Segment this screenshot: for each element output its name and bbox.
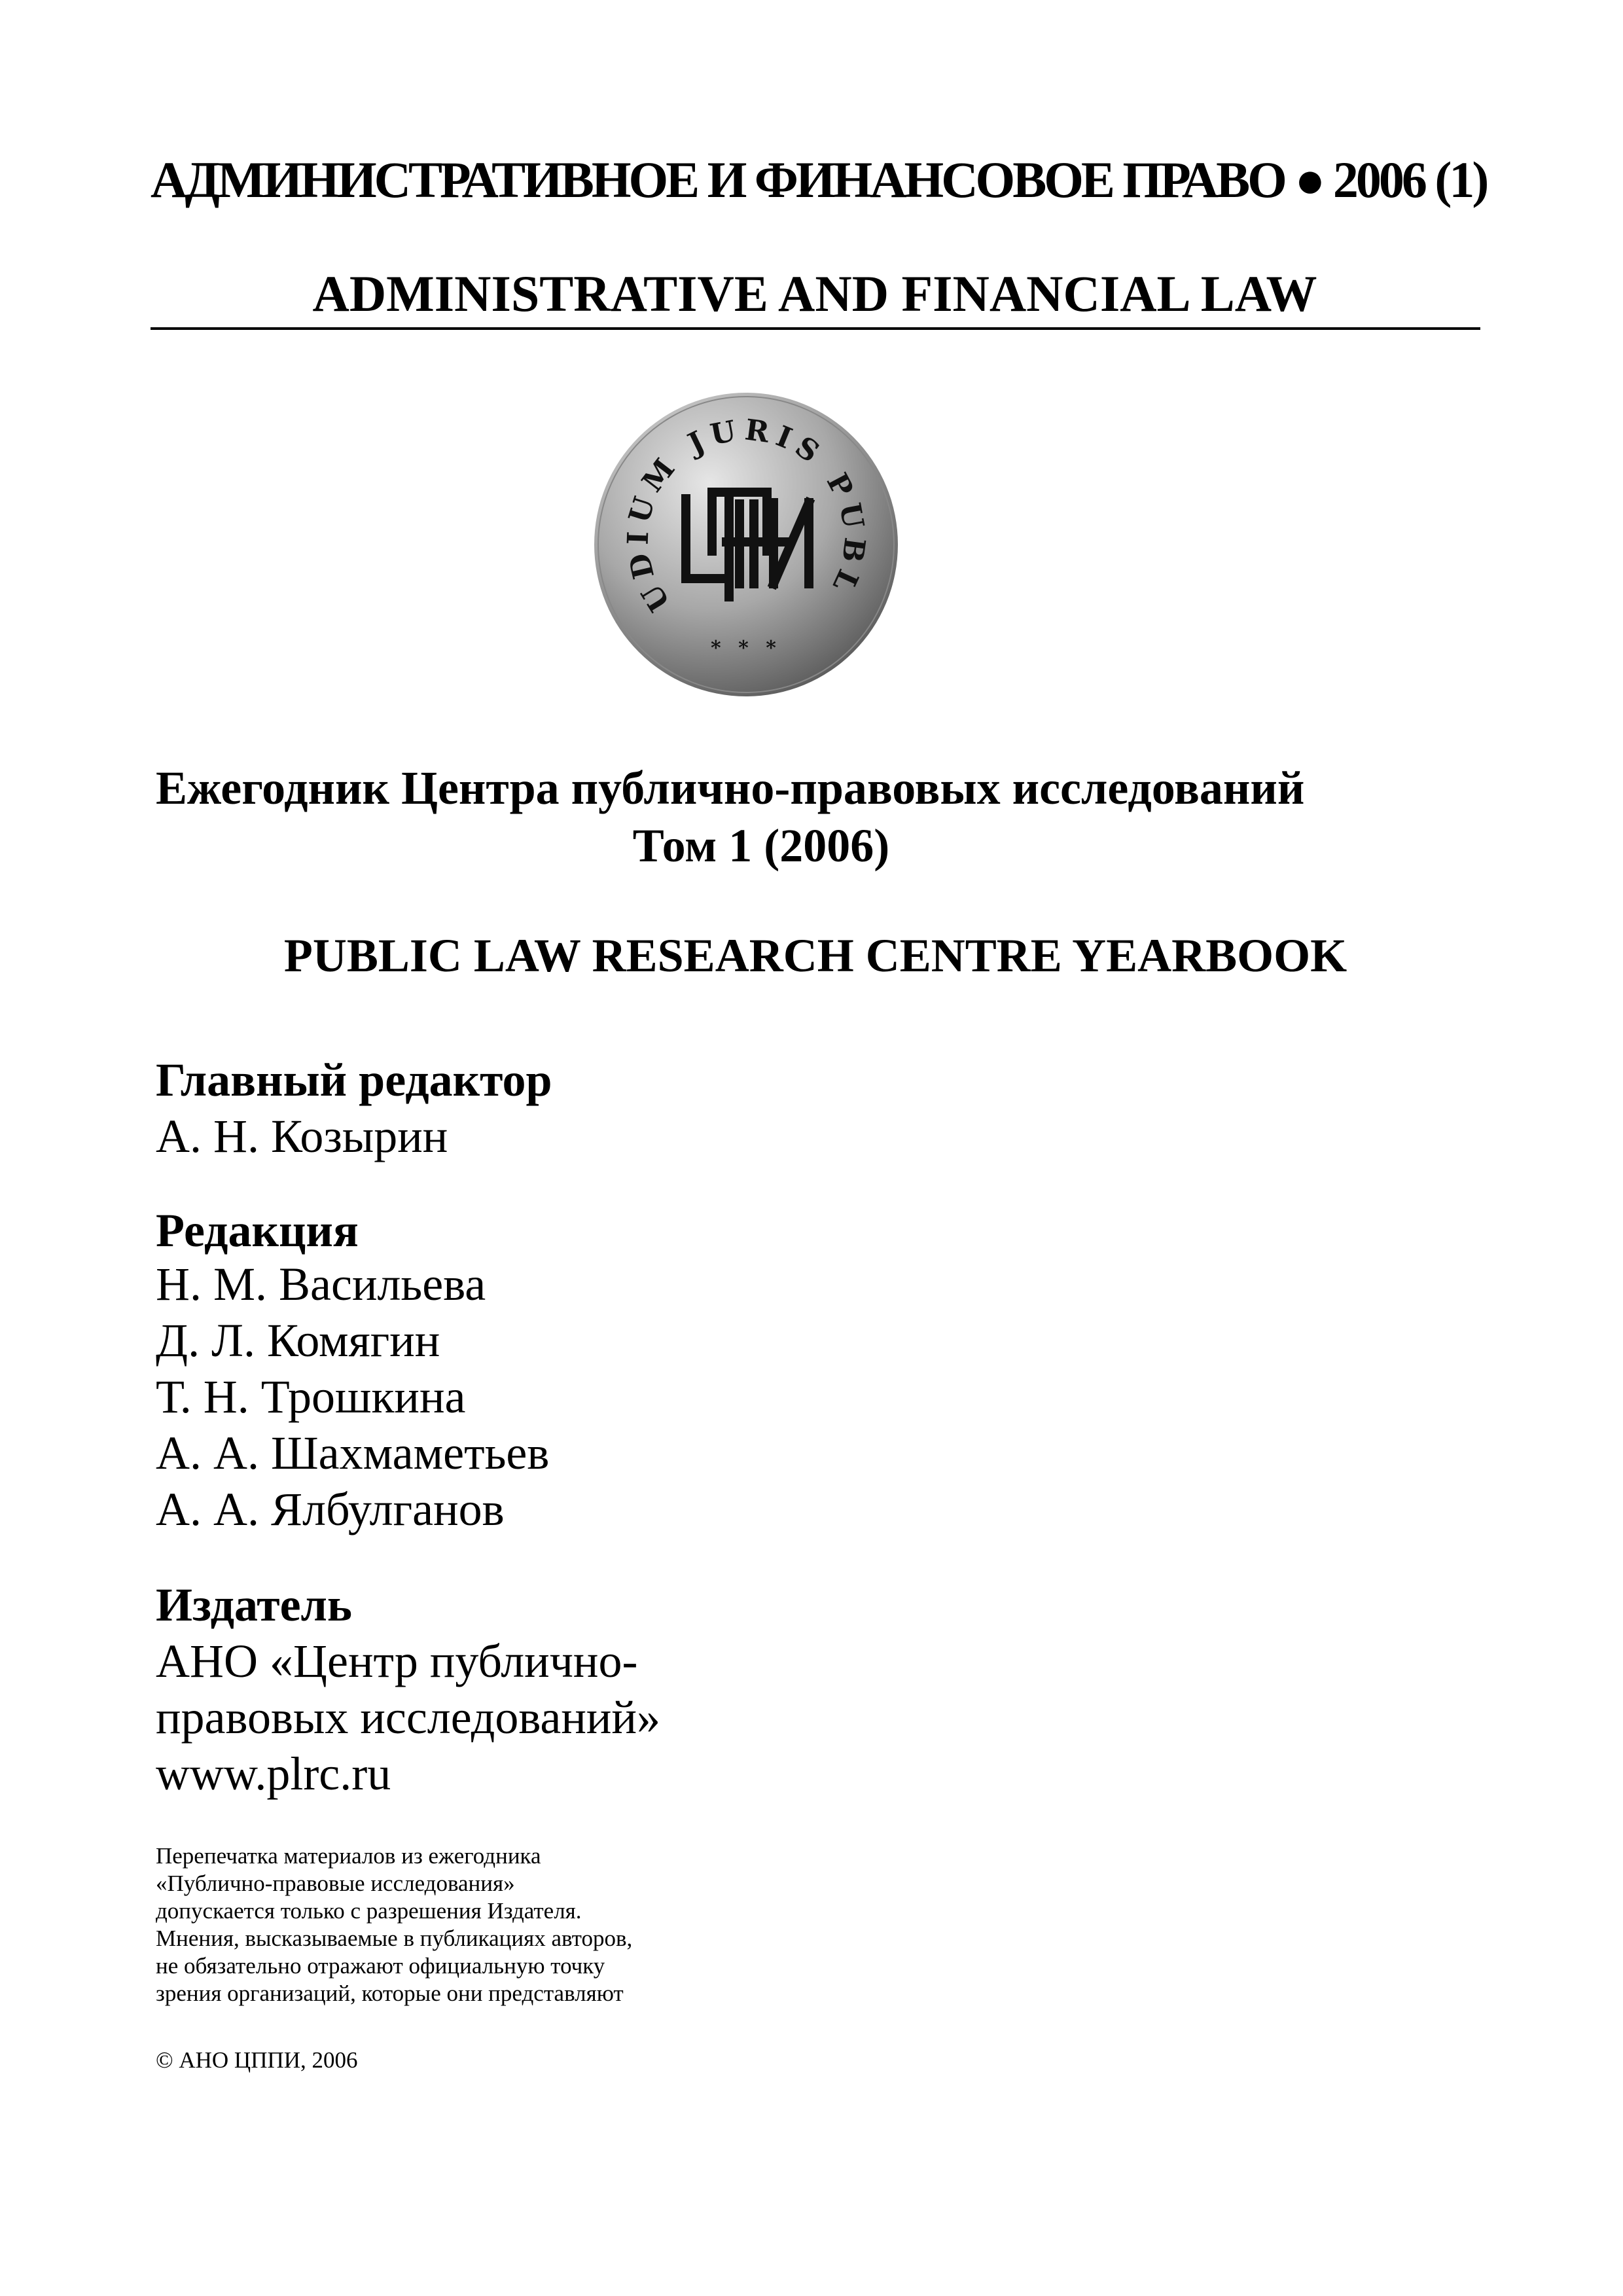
- editorial-member: Н. М. Васильева: [156, 1258, 486, 1310]
- chief-editor-heading: Главный редактор: [156, 1054, 552, 1106]
- series-title-english: ADMINISTRATIVE AND FINANCIAL LAW: [312, 265, 1317, 322]
- yearbook-title-english: PUBLIC LAW RESEARCH CENTRE YEARBOOK: [283, 929, 1347, 982]
- reprint-notice-line: Мнения, высказываемые в публикациях авторов,: [156, 1926, 633, 1951]
- editorial-member: А. А. Шахмаметьев: [156, 1427, 550, 1479]
- publisher-name-line: АНО «Центр публично-: [156, 1635, 638, 1687]
- reprint-notice-line: допускается только с разрешения Издателя.: [156, 1898, 582, 1924]
- chief-editor-name: А. Н. Козырин: [156, 1110, 448, 1162]
- reprint-notice-line: Перепечатка материалов из ежегодника: [156, 1843, 541, 1869]
- reprint-notice-line: «Публично-правовые исследования»: [156, 1871, 515, 1896]
- yearbook-volume: Том 1 (2006): [632, 819, 890, 872]
- reprint-notice-line: не обязательно отражают официальную точку: [156, 1953, 605, 1979]
- copyright: © АНО ЦППИ, 2006: [156, 2047, 358, 2073]
- editorial-board-heading: Редакция: [156, 1204, 359, 1257]
- seal-emblem-icon: [589, 387, 903, 702]
- series-title: АДМИНИСТРАТИВНОЕ И ФИНАНСОВОЕ ПРАВО ● 2006 (1): [151, 151, 1487, 208]
- publisher-name-line: правовых исследований»: [156, 1691, 660, 1744]
- editorial-member: Д. Л. Комягин: [156, 1314, 440, 1367]
- yearbook-title: Ежегодник Центра публично-правовых исследований: [156, 762, 1305, 814]
- seal-stars: * * *: [711, 637, 781, 660]
- header-divider: [151, 327, 1480, 330]
- editorial-member: Т. Н. Трошкина: [156, 1371, 466, 1423]
- reprint-notice-line: зрения организаций, которые они представляют: [156, 1981, 624, 2006]
- seal-ring-textpath: UDIUM JURIS PUBL: [621, 413, 872, 617]
- studium-juris-publici-seal: [589, 387, 903, 702]
- publisher-website: www.plrc.ru: [156, 1748, 391, 1800]
- editorial-member: А. А. Ялбулганов: [156, 1483, 505, 1535]
- publisher-heading: Издатель: [156, 1579, 352, 1631]
